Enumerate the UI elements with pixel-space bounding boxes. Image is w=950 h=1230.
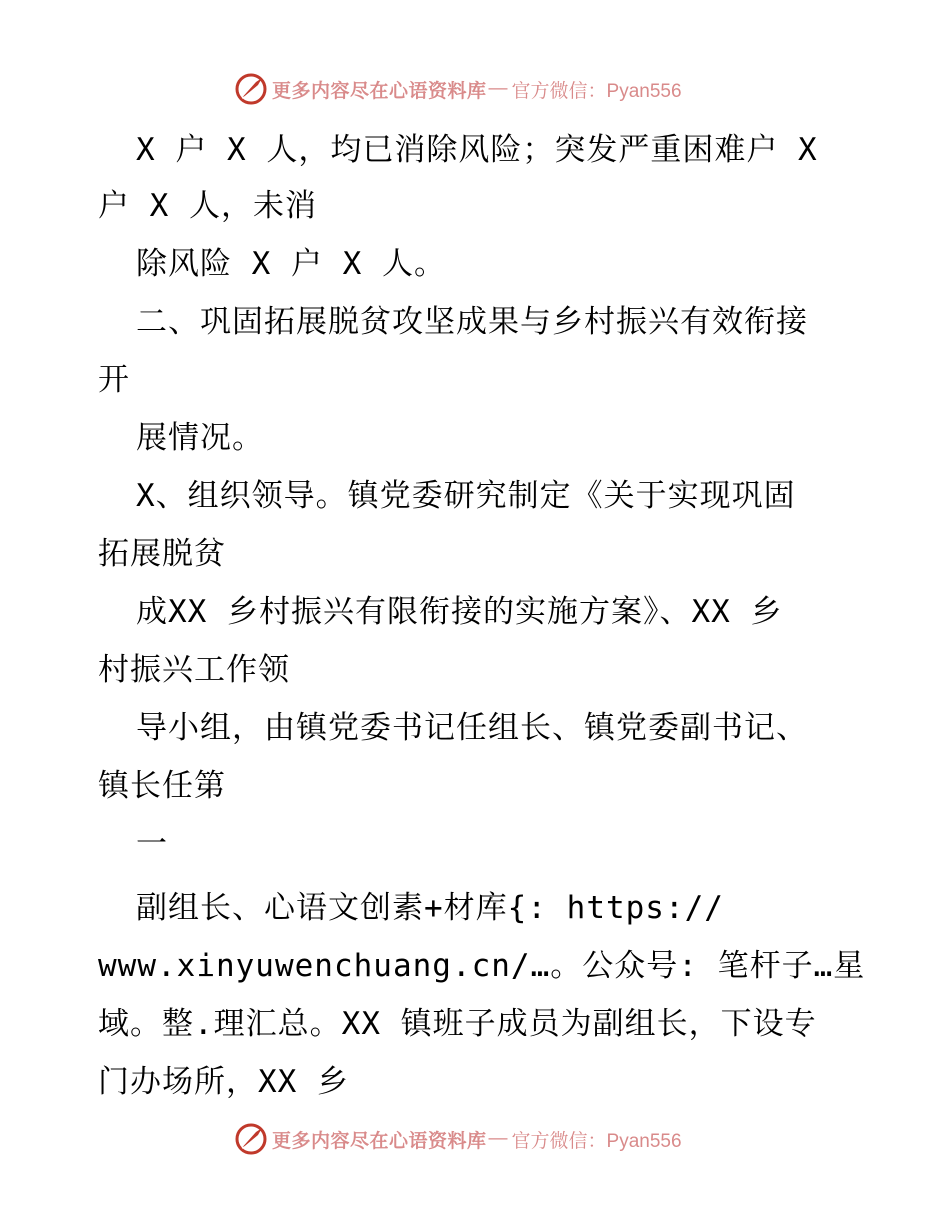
- body-line-16: 域。整.理汇总。XX 镇班子成员为副组长，下设专: [98, 1006, 817, 1042]
- body-line-9: 成XX 乡村振兴有限衔接的实施方案》、XX 乡: [136, 594, 783, 630]
- footer-banner: [0, 1120, 950, 1160]
- footer-wechat-text: 官方微信：Pyan556: [511, 1130, 682, 1152]
- body-line-1: X 户 X 人，均已消除风险；突发严重困难户 X: [136, 132, 818, 168]
- body-line-3: 除风险 X 户 X 人。: [136, 246, 446, 282]
- body-line-11: 导小组，由镇党委书记任组长、镇党委副书记、: [136, 710, 808, 746]
- footer-site-text: 更多内容尽在心语资料库: [272, 1129, 487, 1152]
- body-line-6: 展情况。: [136, 420, 264, 456]
- header-separator: —: [488, 78, 508, 99]
- body-line-4: 二、巩固拓展脱贫攻坚成果与乡村振兴有效衔接: [136, 304, 808, 340]
- header-site-text: 更多内容尽在心语资料库: [272, 79, 487, 102]
- footer-separator: —: [488, 1128, 508, 1149]
- body-line-5: 开: [98, 362, 130, 398]
- header-banner: [0, 70, 950, 110]
- footer-banner-inner: [234, 1122, 682, 1156]
- body-line-2: 户 X 人，未消: [98, 188, 317, 224]
- body-line-17: 门办场所，XX 乡: [98, 1064, 349, 1100]
- body-line-12: 镇长任第: [98, 768, 226, 804]
- quill-logo-icon: [234, 1122, 268, 1156]
- header-wechat-text: 官方微信：Pyan556: [511, 80, 682, 102]
- body-line-14: 副组长、心语文创素+材库{: https://: [136, 890, 724, 926]
- header-banner-inner: [234, 72, 682, 106]
- quill-logo-icon: [234, 72, 268, 106]
- body-line-7: X、组织领导。镇党委研究制定《关于实现巩固: [136, 478, 796, 514]
- body-line-15: www.xinyuwenchuang.cn/…。公众号: 笔杆子…星: [98, 948, 866, 984]
- body-line-13: 一: [136, 826, 168, 862]
- body-line-8: 拓展脱贫: [98, 536, 226, 572]
- body-line-10: 村振兴工作领: [98, 652, 290, 688]
